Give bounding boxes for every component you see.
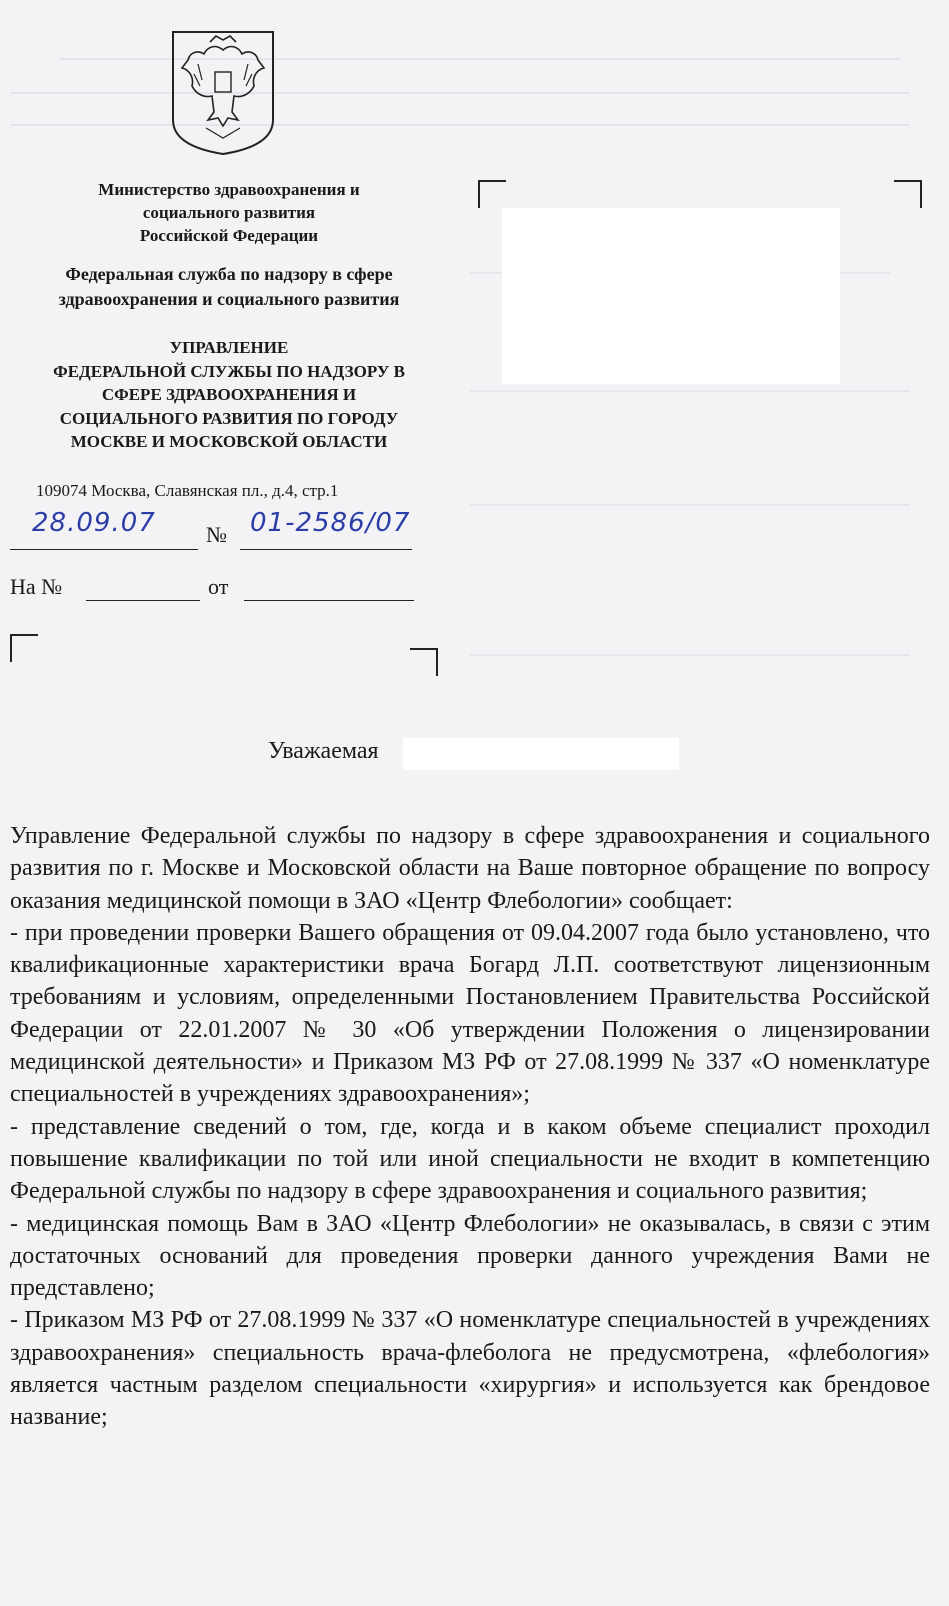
ref-number-underline [86, 600, 200, 601]
letter-body [10, 820, 930, 1434]
number-underline [240, 549, 412, 550]
date-underline [10, 549, 198, 550]
addressee-corner-top-right [894, 180, 922, 208]
ref-from-underline [244, 600, 414, 601]
ref-from-label: от [208, 574, 229, 599]
addressee-corner-top-left [478, 180, 506, 208]
number-sign: № [206, 522, 227, 547]
department-name: УПРАВЛЕНИЕ ФЕДЕРАЛЬНОЙ СЛУЖБЫ ПО НАДЗОРУ В СФЕРЕ ЗДРАВООХРАНЕНИЯ И СОЦИАЛЬНОГО РАЗВИТИЯ ПО ГОРОДУ МОСКВЕ И МОСКОВСКОЙ ОБЛАСТИ [53, 338, 405, 451]
ref-number-label: На № [10, 574, 63, 599]
salutation: Уважаемая [268, 738, 379, 764]
coat-of-arms-emblem [168, 28, 278, 156]
ministry-name: Министерство здравоохранения и социального развития Российской Федерации [98, 180, 360, 245]
body-paragraph: Управление Федеральной службы по надзору в сфере здравоохранения и социального развития по г. Москве и Московской области на Ваше повторное обращение по вопросу оказания медицинской помощи в ЗАО «Центр Флебологии» сообщает: [10, 823, 930, 914]
body-paragraph: - при проведении проверки Вашего обращения от 09.04.2007 года было установлено, что квалификационные характеристики врача Богард Л.П. соответствуют лицензионным требованиям и условиям, определенными Постановлением Правительства Российской Федерации от 22.01.2007 № 30 «Об утверждении Положения о лицензировании медицинской деятельности» и Приказом МЗ РФ от 27.08.1999 № 337 «О номенклатуре специальностей в учреждениях здравоохранения»; [10, 919, 930, 1108]
redacted-addressee-name [403, 738, 679, 770]
handwritten-number: 01-2586/07 [250, 508, 411, 538]
redacted-addressee-block [502, 208, 840, 384]
body-paragraph: - представление сведений о том, где, когда и в каком объеме специалист проходил повышение квалификации по той или иной специальности не входит в компетенцию Федеральной службы по надзору в сфере здравоохранения и социального развития; [10, 1113, 930, 1205]
body-paragraph: - медицинская помощь Вам в ЗАО «Центр Флебологии» не оказывалась, в связи с этим достаточных оснований для проведения проверки данного учреждения Вами не представлено; [10, 1210, 930, 1302]
subject-corner-right [410, 648, 438, 676]
handwritten-date: 28.09.07 [32, 508, 156, 538]
subject-corner-left [10, 634, 38, 662]
service-name: Федеральная служба по надзору в сфере здравоохранения и социального развития [58, 264, 400, 309]
body-paragraph: - Приказом МЗ РФ от 27.08.1999 № 337 «О номенклатуре специальностей в учреждениях здравоохранения» специальность врача-флеболога не предусмотрена, «флебология» является частным разделом специальности «хирургия» и используется как брендовое название; [10, 1307, 930, 1431]
address: 109074 Москва, Славянская пл., д.4, стр.1 [36, 481, 339, 500]
